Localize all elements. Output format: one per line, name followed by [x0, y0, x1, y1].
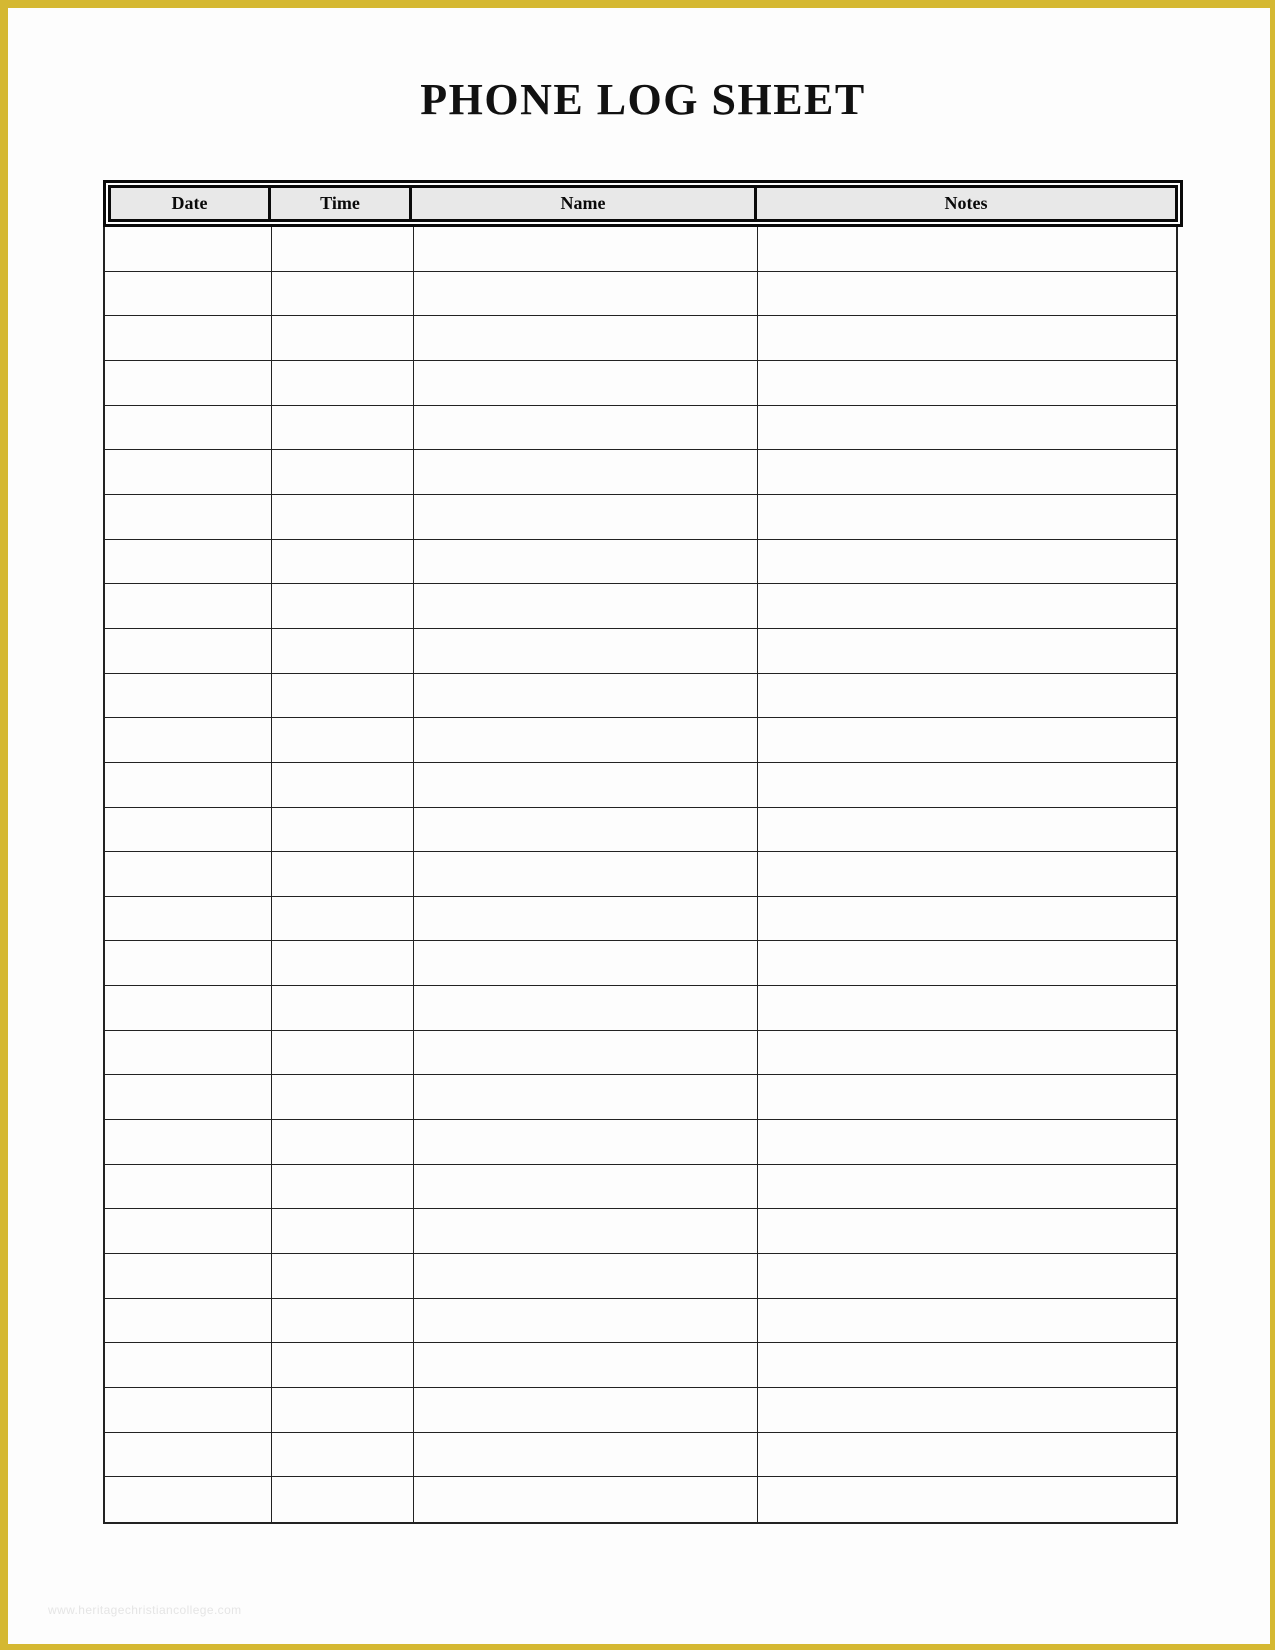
table-cell	[758, 495, 1176, 540]
table-cell	[414, 986, 759, 1031]
table-cell	[758, 1388, 1176, 1433]
table-header	[103, 180, 1183, 227]
table-cell	[414, 361, 759, 406]
table-cell	[272, 852, 414, 897]
table-cell	[272, 1343, 414, 1388]
table-cell	[105, 1477, 272, 1522]
table-cell	[414, 852, 759, 897]
table-cell	[272, 227, 414, 272]
table-cell	[105, 406, 272, 451]
table-cell	[105, 584, 272, 629]
table-cell	[758, 316, 1176, 361]
table-cell	[414, 718, 759, 763]
table-cell	[414, 1299, 759, 1344]
table-cell	[272, 1299, 414, 1344]
table-cell	[758, 1075, 1176, 1120]
table-cell	[414, 674, 759, 719]
table-cell	[414, 808, 759, 853]
table-cell	[758, 808, 1176, 853]
table-cell	[105, 1254, 272, 1299]
table-cell	[758, 584, 1176, 629]
table-cell	[414, 1031, 759, 1076]
table-cell	[272, 1031, 414, 1076]
table-cell	[105, 227, 272, 272]
table-cell	[105, 1209, 272, 1254]
table-cell	[105, 897, 272, 942]
table-cell	[414, 540, 759, 585]
table-cell	[414, 629, 759, 674]
table-header-row	[108, 185, 1178, 222]
table-cell	[414, 897, 759, 942]
table-cell	[414, 316, 759, 361]
table-cell	[272, 316, 414, 361]
table-cell	[414, 1254, 759, 1299]
table-cell	[758, 1120, 1176, 1165]
table-cell	[105, 1120, 272, 1165]
table-cell	[272, 1388, 414, 1433]
table-cell	[414, 450, 759, 495]
table-cell	[758, 718, 1176, 763]
table-cell	[758, 450, 1176, 495]
table-cell	[105, 1433, 272, 1478]
table-cell	[758, 629, 1176, 674]
table-cell	[414, 227, 759, 272]
table-cell	[414, 1075, 759, 1120]
table-cell	[105, 540, 272, 585]
table-cell	[105, 1165, 272, 1210]
table-cell	[758, 361, 1176, 406]
table-cell	[272, 1120, 414, 1165]
table-cell	[105, 1388, 272, 1433]
table-cell	[414, 1209, 759, 1254]
page-title: PHONE LOG SHEET	[420, 75, 866, 124]
table-cell	[758, 1031, 1176, 1076]
table-cell	[272, 763, 414, 808]
table-cell	[758, 1209, 1176, 1254]
table-cell	[414, 1165, 759, 1210]
column-header-name: Name	[412, 188, 757, 219]
table-cell	[414, 1433, 759, 1478]
table-cell	[272, 540, 414, 585]
table-cell	[414, 495, 759, 540]
table-cell	[105, 718, 272, 763]
table-cell	[105, 272, 272, 317]
table-cell	[758, 1165, 1176, 1210]
table-cell	[414, 406, 759, 451]
table-cell	[105, 1299, 272, 1344]
table-cell	[272, 674, 414, 719]
table-cell	[758, 986, 1176, 1031]
table-cell	[272, 941, 414, 986]
table-cell	[105, 450, 272, 495]
table-body	[103, 227, 1178, 1524]
table-cell	[758, 1477, 1176, 1522]
table-cell	[272, 986, 414, 1031]
table-cell	[272, 1075, 414, 1120]
column-header-notes: Notes	[757, 188, 1175, 219]
table-cell	[272, 406, 414, 451]
table-cell	[758, 852, 1176, 897]
table-cell	[105, 674, 272, 719]
table-cell	[414, 272, 759, 317]
table-cell	[414, 1120, 759, 1165]
table-cell	[414, 1343, 759, 1388]
table-cell	[105, 495, 272, 540]
table-cell	[272, 361, 414, 406]
table-cell	[272, 1477, 414, 1522]
table-cell	[105, 986, 272, 1031]
table-cell	[758, 1433, 1176, 1478]
table-cell	[272, 450, 414, 495]
table-cell	[758, 674, 1176, 719]
table-cell	[272, 1254, 414, 1299]
table-cell	[272, 718, 414, 763]
table-cell	[758, 897, 1176, 942]
table-cell	[414, 584, 759, 629]
table-cell	[414, 763, 759, 808]
table-cell	[105, 808, 272, 853]
table-cell	[272, 1433, 414, 1478]
table-cell	[105, 1343, 272, 1388]
table-cell	[272, 272, 414, 317]
table-cell	[272, 897, 414, 942]
table-cell	[272, 808, 414, 853]
table-cell	[105, 941, 272, 986]
table-cell	[272, 1165, 414, 1210]
table-cell	[758, 763, 1176, 808]
table-cell	[272, 584, 414, 629]
table-cell	[105, 1075, 272, 1120]
table-cell	[105, 629, 272, 674]
table-cell	[414, 941, 759, 986]
table-cell	[758, 540, 1176, 585]
table-cell	[105, 763, 272, 808]
table-cell	[758, 406, 1176, 451]
column-header-date: Date	[111, 188, 271, 219]
table-cell	[758, 1343, 1176, 1388]
table-cell	[758, 227, 1176, 272]
table-cell	[105, 361, 272, 406]
table-cell	[758, 1299, 1176, 1344]
table-cell	[758, 1254, 1176, 1299]
table-cell	[758, 941, 1176, 986]
table-cell	[105, 1031, 272, 1076]
table-cell	[272, 495, 414, 540]
watermark-text: www.heritagechristiancollege.com	[48, 1603, 242, 1617]
column-header-time: Time	[271, 188, 412, 219]
table-cell	[272, 1209, 414, 1254]
table-cell	[105, 316, 272, 361]
table-cell	[414, 1477, 759, 1522]
table-cell	[758, 272, 1176, 317]
table-cell	[105, 852, 272, 897]
table-cell	[272, 629, 414, 674]
table-cell	[414, 1388, 759, 1433]
